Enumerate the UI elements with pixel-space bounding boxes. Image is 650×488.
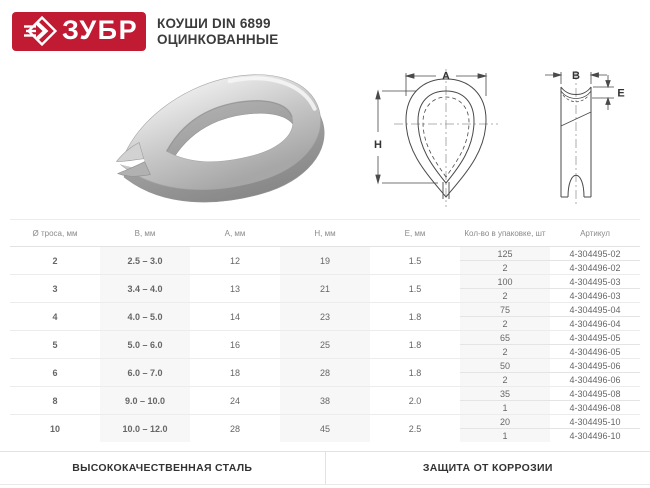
page-title: [157, 16, 279, 48]
dim-label-h: H: [374, 139, 382, 151]
table-row: [10, 247, 640, 261]
cell-h: 38: [280, 387, 370, 415]
cell-h: 23: [280, 303, 370, 331]
table-row: [10, 303, 640, 317]
cell-h: 25: [280, 331, 370, 359]
dimension-lines: [376, 72, 614, 183]
brand-name: ЗУБР: [62, 15, 139, 45]
cell-rope-diameter: 6: [10, 359, 100, 387]
dim-label-a: A: [442, 70, 450, 83]
cell-article: 4-304496-10: [550, 429, 640, 443]
table-row: [10, 331, 640, 345]
cell-a: 16: [190, 331, 280, 359]
cell-e: 1.5: [370, 247, 460, 275]
cell-b-range: 4.0 – 5.0: [100, 303, 190, 331]
title-line-2: ОЦИНКОВАННЫЕ: [157, 32, 279, 47]
cell-article: 4-304495-02: [550, 247, 640, 261]
cell-article: 4-304495-03: [550, 275, 640, 289]
cell-pack-qty: 1: [460, 429, 550, 443]
cell-article: 4-304496-03: [550, 289, 640, 303]
cell-pack-qty: 50: [460, 359, 550, 373]
cell-b-range: 10.0 – 12.0: [100, 415, 190, 443]
spec-table: [10, 219, 640, 442]
cell-rope-diameter: 10: [10, 415, 100, 443]
cell-pack-qty: 125: [460, 247, 550, 261]
zubr-arrow-icon: [19, 16, 57, 48]
spec-table-body: [10, 247, 640, 443]
cell-rope-diameter: 4: [10, 303, 100, 331]
table-row: [10, 415, 640, 429]
cell-pack-qty: 1: [460, 401, 550, 415]
cell-article: 4-304495-10: [550, 415, 640, 429]
cell-b-range: 6.0 – 7.0: [100, 359, 190, 387]
brand-logo: [12, 12, 146, 51]
table-row: [10, 387, 640, 401]
cell-rope-diameter: 2: [10, 247, 100, 275]
cell-rope-diameter: 8: [10, 387, 100, 415]
cell-article: 4-304495-05: [550, 331, 640, 345]
col-header-e: E, мм: [370, 220, 460, 247]
feature-steel-label: ВЫСОКОКАЧЕСТВЕННАЯ СТАЛЬ: [72, 462, 253, 474]
col-header-h: H, мм: [280, 220, 370, 247]
features-footer: [0, 451, 650, 485]
cell-a: 18: [190, 359, 280, 387]
cell-pack-qty: 20: [460, 415, 550, 429]
cell-e: 1.8: [370, 303, 460, 331]
col-header-b: B, мм: [100, 220, 190, 247]
cell-pack-qty: 65: [460, 331, 550, 345]
col-header-a: A, мм: [190, 220, 280, 247]
cell-pack-qty: 2: [460, 317, 550, 331]
cell-pack-qty: 2: [460, 289, 550, 303]
cell-article: 4-304496-04: [550, 317, 640, 331]
dim-label-b: B: [572, 70, 580, 82]
cell-rope-diameter: 3: [10, 275, 100, 303]
title-line-1: КОУШИ DIN 6899: [157, 16, 271, 31]
dim-label-e: E: [617, 87, 625, 100]
cell-article: 4-304495-06: [550, 359, 640, 373]
cell-a: 13: [190, 275, 280, 303]
cell-e: 2.5: [370, 415, 460, 443]
cell-pack-qty: 2: [460, 345, 550, 359]
cell-a: 14: [190, 303, 280, 331]
cell-article: 4-304495-08: [550, 387, 640, 401]
cell-h: 19: [280, 247, 370, 275]
table-header-row: [10, 220, 640, 247]
cell-h: 21: [280, 275, 370, 303]
cell-b-range: 9.0 – 10.0: [100, 387, 190, 415]
cell-h: 28: [280, 359, 370, 387]
cell-a: 24: [190, 387, 280, 415]
table-row: [10, 359, 640, 373]
cell-b-range: 3.4 – 4.0: [100, 275, 190, 303]
cell-b-range: 5.0 – 6.0: [100, 331, 190, 359]
product-photo: [95, 58, 345, 216]
cell-e: 1.8: [370, 359, 460, 387]
dimension-labels: [374, 70, 625, 151]
table-row: [10, 275, 640, 289]
cell-article: 4-304495-04: [550, 303, 640, 317]
cell-article: 4-304496-05: [550, 345, 640, 359]
col-header-pack-qty: Кол-во в упаковке, шт: [460, 220, 550, 247]
cell-pack-qty: 2: [460, 261, 550, 275]
cell-e: 2.0: [370, 387, 460, 415]
cell-h: 45: [280, 415, 370, 443]
cell-article: 4-304496-02: [550, 261, 640, 275]
cell-a: 28: [190, 415, 280, 443]
col-header-rope-diameter: Ø троса, мм: [10, 220, 100, 247]
cell-e: 1.8: [370, 331, 460, 359]
cell-article: 4-304496-08: [550, 401, 640, 415]
cell-pack-qty: 100: [460, 275, 550, 289]
technical-drawing: [358, 66, 643, 211]
cell-article: 4-304496-06: [550, 373, 640, 387]
centerlines: [394, 69, 576, 207]
cell-e: 1.5: [370, 275, 460, 303]
cell-b-range: 2.5 – 3.0: [100, 247, 190, 275]
cell-pack-qty: 2: [460, 373, 550, 387]
cell-pack-qty: 35: [460, 387, 550, 401]
cell-a: 12: [190, 247, 280, 275]
feature-corrosion-label: ЗАЩИТА ОТ КОРРОЗИИ: [325, 452, 650, 484]
cell-pack-qty: 75: [460, 303, 550, 317]
cell-rope-diameter: 5: [10, 331, 100, 359]
col-header-article: Артикул: [550, 220, 640, 247]
